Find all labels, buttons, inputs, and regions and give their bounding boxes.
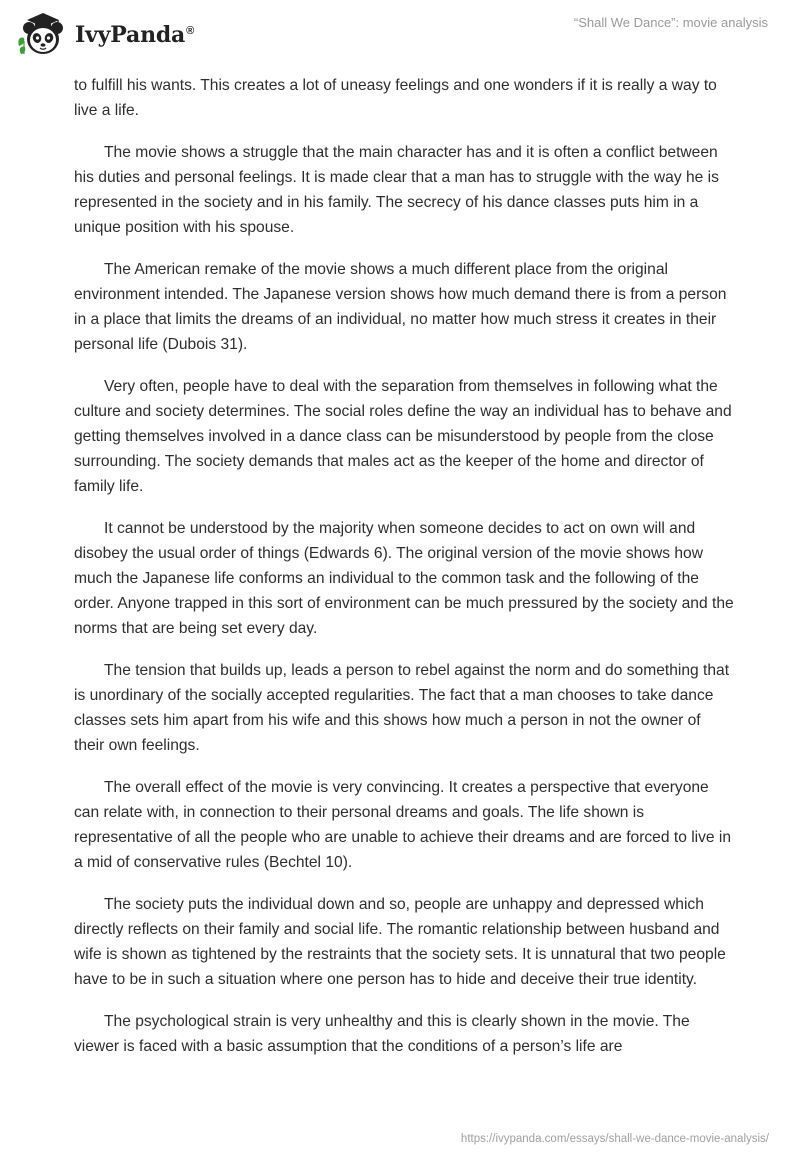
paragraph-8: The society puts the individual down and so, people are unhappy and depressed which directly reflects on their family and social life. The romantic relationship between husband and wife is shown as tightened by the restraints that the society sets. It is unnatural that two people have to be in such a situation where one person has to hide and deceive their true identity. (74, 896, 726, 988)
paragraph-9: The psychological strain is very unhealthy and this is clearly shown in the movie. The viewer is faced with a basic assumption that the conditions of a person’s life are (74, 1013, 690, 1055)
essay-body (74, 73, 734, 1076)
paragraph-2: The movie shows a struggle that the main character has and it is often a conflict between his duties and personal feelings. It is made clear that a man has to struggle with the way he is represented in the society and in his family. The secrecy of his dance classes puts him in a unique position with his spouse. (74, 144, 719, 236)
panda-logo-icon (15, 8, 69, 58)
logo-wordmark: IvyPanda (75, 22, 186, 48)
registered-mark: ® (186, 24, 195, 37)
paragraph-5: It cannot be understood by the majority when someone decides to act on own will and disobey the usual order of things (Edwards 6). The original version of the movie shows how much the Japanese life conforms an individual to the common task and the following of the order. Anyone trapped in this sort of environment can be much pressured by the society and the norms that are being set every day. (74, 520, 734, 637)
document-title: “Shall We Dance”: movie analysis (573, 15, 768, 30)
paragraph-7: The overall effect of the movie is very convincing. It creates a perspective that everyone can relate with, in connection to their personal dreams and goals. The life shown is representative of all the people who are unable to achieve their dreams and are forced to live in a mid of conservative rules (Bechtel 10). (74, 779, 732, 871)
page-header (0, 0, 800, 70)
paragraph-1: to fulfill his wants. This creates a lot of uneasy feelings and one wonders if it is really a way to live a life. (74, 77, 717, 119)
ivypanda-logo[interactable] (15, 8, 194, 58)
paragraph-4: Very often, people have to deal with the separation from themselves in following what the culture and society determines. The social roles define the way an individual has to behave and getting themselves involved in a dance class can be misunderstood by people from the close surrounding. The society demands that males act as the keeper of the home and director of family life. (74, 378, 732, 495)
paragraph-3: The American remake of the movie shows a much different place from the original environment intended. The Japanese version shows how much demand there is from a person in a place that limits the dreams of an individual, no matter how much stress it creates in their personal life (Dubois 31). (74, 261, 727, 353)
source-url[interactable]: https://ivypanda.com/essays/shall-we-dance-movie-analysis/ (460, 1133, 769, 1145)
paragraph-6: The tension that builds up, leads a person to rebel against the norm and do something that is unordinary of the socially accepted regularities. The fact that a man chooses to take dance classes sets him apart from his wife and this shows how much a person in not the owner of their own feelings. (74, 662, 730, 754)
logo-text (75, 22, 194, 48)
